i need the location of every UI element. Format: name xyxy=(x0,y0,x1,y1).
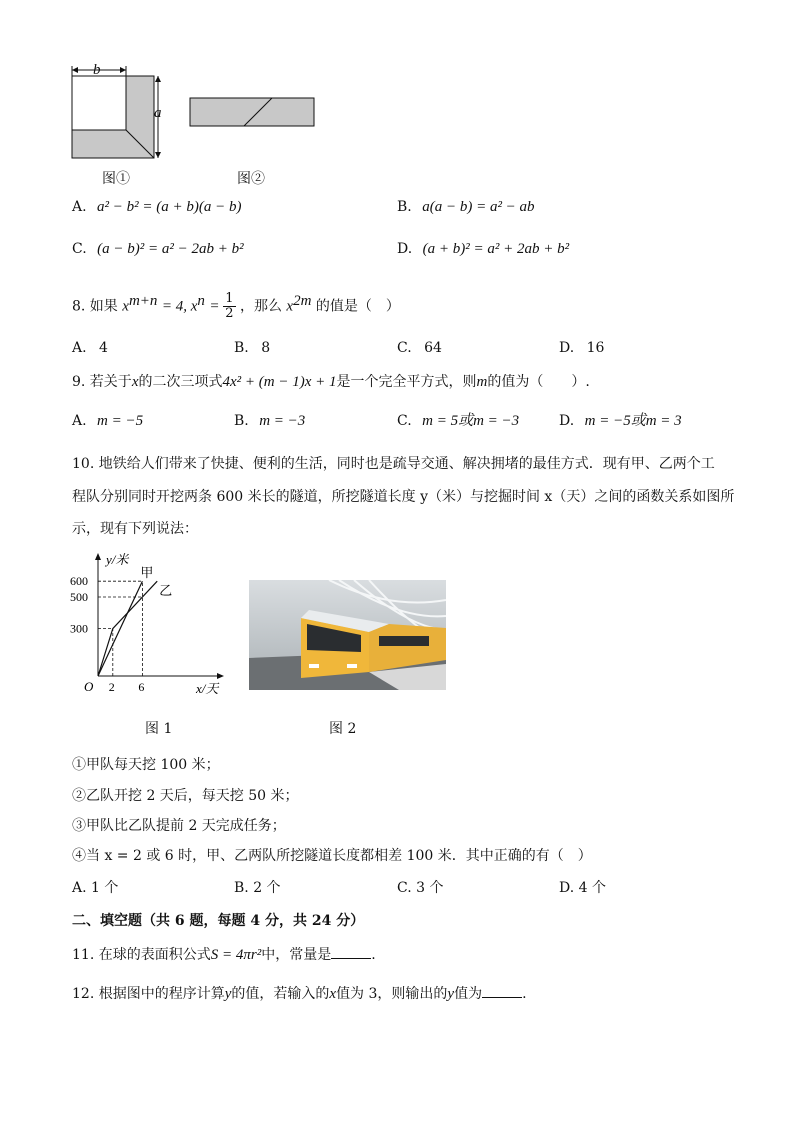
caption-chart: 图 1 xyxy=(145,721,173,737)
q9-option-c[interactable] xyxy=(397,412,519,430)
option-letter: D. xyxy=(397,241,413,257)
subway-train-photo xyxy=(249,580,446,690)
option-value: (a + b)² = a² + 2ab + b² xyxy=(422,241,570,257)
q8-fraction xyxy=(223,292,235,321)
q10-statement-4: ④当 x = 2 或 6 时，甲、乙两队所挖隧道长度都相差 100 米．其中正确的有（ ） xyxy=(72,848,592,864)
option-value: 1 个 xyxy=(91,880,119,896)
option-letter: A. xyxy=(72,413,87,429)
q8-exp2: n xyxy=(197,293,205,309)
option-letter: C. xyxy=(397,340,412,356)
option-value: 4 xyxy=(99,340,108,356)
figure-squares xyxy=(60,58,340,168)
y-tick-label: 300 xyxy=(70,621,88,636)
q8-option-c[interactable] xyxy=(397,339,442,357)
q8-x2: x xyxy=(190,298,198,315)
q12-var-y: y xyxy=(224,986,232,1002)
option-value: m = 5或m = −3 xyxy=(422,413,520,429)
caption-fig1: 图① xyxy=(102,171,130,187)
option-value: 2 个 xyxy=(253,880,281,896)
x-tick-label: 6 xyxy=(138,680,145,694)
option-letter: A. xyxy=(72,199,87,215)
q12-var-y2: y xyxy=(447,986,455,1002)
option-letter: C. xyxy=(397,880,412,896)
q10-statement-2: ②乙队开挖 2 天后，每天挖 50 米； xyxy=(72,788,299,804)
q9-text4: 的值为（ ）. xyxy=(487,374,590,390)
q9-option-d[interactable] xyxy=(559,412,682,430)
option-value: m = −5或m = 3 xyxy=(584,413,682,429)
series-label-1: 甲 xyxy=(140,566,154,582)
x-axis-label: x/天 xyxy=(196,681,219,696)
q8-suffix2: 的值是（ ） xyxy=(315,298,400,315)
caption-fig2: 图② xyxy=(237,171,265,187)
q12-answer-blank[interactable] xyxy=(482,985,522,998)
q10-option-b[interactable] xyxy=(234,879,281,897)
q12-var-x: x xyxy=(329,986,337,1002)
option-letter: B. xyxy=(234,880,249,896)
option-value: (a − b)² = a² − 2ab + b² xyxy=(97,241,244,257)
q12-stem xyxy=(72,985,527,1003)
caption-photo: 图 2 xyxy=(329,721,357,737)
y-tick-label: 600 xyxy=(70,574,88,589)
q12-text5: . xyxy=(522,986,527,1002)
q8-exp1: m+n xyxy=(128,293,158,309)
y-tick-label: 500 xyxy=(70,590,88,604)
y-axis-label: y/米 xyxy=(106,552,129,567)
q9-text1: 9. 若关于 xyxy=(72,374,132,390)
y-axis-arrow xyxy=(95,553,101,560)
q10-statement-1: ①甲队每天挖 100 米； xyxy=(72,757,220,773)
q8-x3: x xyxy=(286,298,294,315)
q8-x1: x xyxy=(122,298,129,315)
q11-text2: 中，常量是 xyxy=(261,947,332,963)
option-value: 16 xyxy=(586,340,605,356)
q8-eq1: = 4, xyxy=(161,298,191,315)
q7-option-c[interactable] xyxy=(72,240,244,258)
label-a: a xyxy=(154,105,162,121)
q9-text3: 是一个完全平方式，则 xyxy=(336,374,477,390)
series-line-2 xyxy=(98,581,157,676)
series-label-2: 乙 xyxy=(159,584,173,600)
q12-text3: 值为 3，则输出的 xyxy=(336,986,448,1002)
origin-label: O xyxy=(84,679,94,694)
option-value: m = −3 xyxy=(259,413,306,429)
q9-option-a[interactable] xyxy=(72,412,143,430)
option-letter: A. xyxy=(72,340,87,356)
section-title: 二、填空题（共 6 题，每题 4 分，共 24 分） xyxy=(72,913,365,929)
q9-option-b[interactable] xyxy=(234,412,305,430)
label-b: b xyxy=(93,62,101,78)
q9-polynomial: 4x² + (m − 1)x + 1 xyxy=(222,374,337,390)
q7-option-b[interactable] xyxy=(397,198,535,216)
option-letter: D. xyxy=(559,340,575,356)
option-letter: D. xyxy=(559,413,575,429)
q10-line2: 程队分别同时开挖两条 600 米长的隧道，所挖隧道长度 y（米）与挖掘时间 x（天）之间的函数关系如图所 xyxy=(72,489,735,505)
q8-suffix1: ，那么 xyxy=(239,298,282,315)
option-value: 8 xyxy=(261,340,271,356)
q10-statement-3: ③甲队比乙队提前 2 天完成任务； xyxy=(72,818,286,834)
option-letter: C. xyxy=(397,413,412,429)
q10-option-c[interactable] xyxy=(397,879,443,897)
option-letter: B. xyxy=(397,199,412,215)
x-axis-arrow xyxy=(217,673,224,679)
tunnel-chart xyxy=(66,548,236,703)
x-tick-label: 2 xyxy=(108,680,115,694)
option-letter: B. xyxy=(234,340,249,356)
q10-option-a[interactable] xyxy=(72,879,118,897)
option-value: 3 个 xyxy=(416,880,444,896)
option-value: a(a − b) = a² − ab xyxy=(422,199,535,215)
q9-var-x: x xyxy=(131,374,139,390)
q7-option-d[interactable] xyxy=(397,240,569,258)
fraction-denominator: 2 xyxy=(225,306,234,322)
q8-option-b[interactable] xyxy=(234,339,270,357)
option-value: m = −5 xyxy=(97,413,144,429)
option-value: 4 个 xyxy=(578,880,606,896)
q8-stem xyxy=(72,283,400,325)
q10-option-d[interactable] xyxy=(559,879,606,897)
q12-text2: 的值，若输入的 xyxy=(231,986,330,1002)
option-value: 64 xyxy=(424,340,442,356)
option-letter: B. xyxy=(234,413,249,429)
option-value: a² − b² = (a + b)(a − b) xyxy=(97,199,242,215)
q8-exp3: 2m xyxy=(293,293,312,309)
q7-option-a[interactable] xyxy=(72,198,241,216)
q8-eq2: = xyxy=(209,298,224,315)
q10-line1: 10. 地铁给人们带来了快捷、便利的生活，同时也是疏导交通、解决拥堵的最佳方式．现有甲、乙两个工 xyxy=(72,456,715,472)
q11-answer-blank[interactable] xyxy=(331,946,371,959)
q11-text1: 11. 在球的表面积公式 xyxy=(72,947,211,963)
q9-text2: 的二次三项式 xyxy=(138,374,223,390)
q9-stem xyxy=(72,373,590,391)
q11-stem xyxy=(72,946,376,964)
option-letter: D. xyxy=(559,880,575,896)
fraction-numerator: 1 xyxy=(225,291,234,307)
q9-var-m: m xyxy=(476,374,488,390)
q8-option-d[interactable] xyxy=(559,339,604,357)
q11-formula: S = 4πr² xyxy=(210,947,262,963)
q12-text4: 值为 xyxy=(454,986,483,1002)
option-letter: C. xyxy=(72,241,87,257)
option-letter: A. xyxy=(72,880,87,896)
q8-prefix: 8. 如果 xyxy=(72,298,118,315)
q11-text3: . xyxy=(371,947,376,963)
q12-text1: 12. 根据图中的程序计算 xyxy=(72,986,225,1002)
q8-option-a[interactable] xyxy=(72,339,108,357)
q10-line3: 示，现有下列说法： xyxy=(72,521,198,537)
